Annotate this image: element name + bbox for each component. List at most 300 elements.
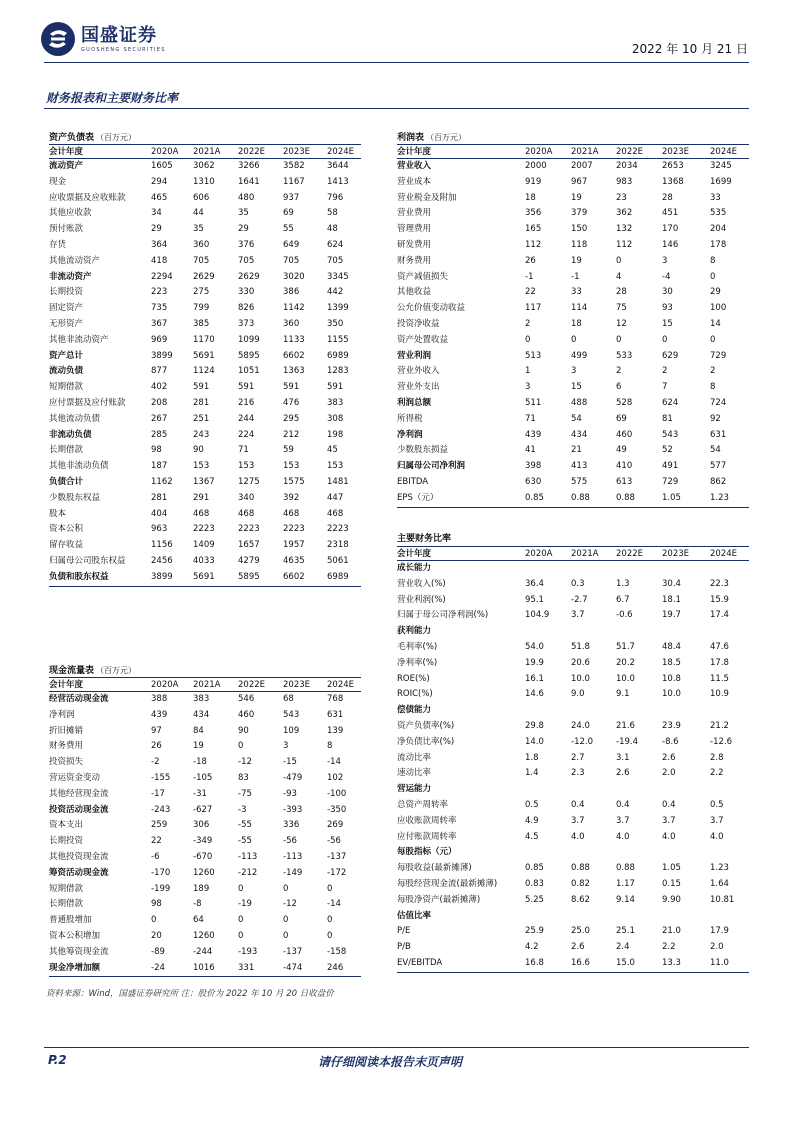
row-label: EBITDA: [397, 476, 429, 487]
table-row: [49, 961, 361, 977]
cell-value: 153: [283, 461, 300, 472]
cell-value: [571, 782, 616, 798]
cell-value: 629: [662, 350, 679, 361]
cell-value: 18.5: [662, 657, 681, 668]
cell-value: 114: [571, 303, 588, 314]
year-header: 2022E: [238, 680, 266, 690]
row-label: 净负债比率(%): [397, 736, 455, 747]
cell-value: 3: [571, 366, 577, 377]
table-row: [397, 159, 749, 175]
cell-value: 1.23: [710, 863, 729, 874]
table-header-row: [397, 546, 749, 561]
cell-value: [571, 703, 616, 719]
table-row: [49, 771, 361, 787]
cell-value: -55: [238, 836, 252, 847]
row-label: ROE(%): [397, 673, 430, 684]
table-row: [397, 191, 749, 207]
row-label: 净利润: [49, 709, 75, 720]
cell-value: 36.4: [525, 578, 544, 589]
table-row: [397, 270, 749, 286]
table-row: [397, 459, 749, 475]
cell-value: [616, 624, 662, 640]
cell-value: 1575: [283, 476, 305, 487]
row-label: 营业收入: [397, 161, 432, 171]
table-row: [49, 364, 361, 380]
cell-value: 19.9: [525, 657, 544, 668]
cell-value: -474: [283, 962, 303, 973]
cell-value: 187: [151, 461, 168, 472]
cell-value: 243: [193, 429, 210, 440]
cell-value: 1051: [238, 366, 260, 377]
table-row: [397, 624, 749, 640]
row-label: 其他非流动资产: [49, 334, 109, 345]
cell-value: 967: [571, 176, 588, 187]
cell-value: -0.6: [616, 610, 633, 621]
table-unit: （百万元）: [96, 133, 137, 142]
row-label: 速动比率: [397, 768, 432, 779]
row-label: 其他应收款: [49, 208, 92, 219]
cell-value: 44: [193, 208, 204, 219]
cell-value: 3: [525, 382, 531, 393]
table-row: [397, 254, 749, 270]
table-row: [49, 882, 361, 898]
row-label: 利润总额: [397, 397, 432, 408]
table-header-row: [49, 144, 361, 159]
cell-value: 26: [151, 741, 162, 752]
row-label: 营业外支出: [397, 382, 440, 393]
cell-value: 198: [327, 429, 344, 440]
cell-value: 1.05: [662, 492, 681, 503]
cell-value: 4.2: [525, 942, 539, 953]
cell-value: 11.0: [710, 957, 729, 968]
cell-value: 5895: [238, 571, 260, 582]
cell-value: -89: [151, 946, 165, 957]
row-label: 现金净增加额: [49, 962, 101, 973]
cell-value: 1142: [283, 303, 305, 314]
row-label: P/E: [397, 926, 411, 937]
cell-value: 71: [525, 413, 536, 424]
cell-value: 25.0: [571, 926, 590, 937]
cell-value: 165: [525, 224, 542, 235]
cell-value: 2.6: [662, 752, 676, 763]
row-label: 少数股东损益: [397, 445, 449, 456]
cell-value: 10.0: [662, 689, 681, 700]
cell-value: 3899: [151, 571, 173, 582]
cell-value: 6: [616, 382, 622, 393]
cell-value: 768: [327, 694, 344, 704]
cell-value: 1.4: [525, 768, 539, 779]
row-label: 每股经营现金流(最新摊薄): [397, 878, 498, 889]
cell-value: 1413: [327, 176, 349, 187]
cell-value: 330: [238, 287, 255, 298]
year-header: 2023E: [283, 680, 311, 690]
cell-value: 379: [571, 208, 588, 219]
cell-value: 281: [193, 397, 210, 408]
row-label: 投资净收益: [397, 318, 440, 329]
cell-value: -75: [238, 788, 252, 799]
cell-value: 2: [662, 366, 668, 377]
table-row: [49, 349, 361, 365]
table-row: [49, 238, 361, 254]
cell-value: [571, 624, 616, 640]
cell-value: 0: [525, 334, 531, 345]
cell-value: [662, 561, 710, 577]
cell-value: 0.3: [571, 578, 585, 589]
table-row: [49, 380, 361, 396]
cell-value: 1162: [151, 476, 173, 487]
year-header: 2022E: [616, 549, 644, 559]
cell-value: [525, 782, 571, 798]
cell-value: 112: [616, 239, 633, 250]
income-statement-table: [397, 131, 749, 508]
cell-value: 364: [151, 239, 168, 250]
cell-value: 1641: [238, 176, 260, 187]
cell-value: -1: [571, 271, 580, 282]
cell-value: 1367: [193, 476, 215, 487]
cell-value: 3345: [327, 271, 349, 282]
cell-value: 47.6: [710, 641, 729, 652]
cell-value: 281: [151, 492, 168, 503]
cell-value: 54.0: [525, 641, 544, 652]
table-row: [49, 333, 361, 349]
cell-value: 0: [238, 741, 244, 752]
cell-value: 1: [525, 366, 531, 377]
table-row: [49, 897, 361, 913]
cell-value: 35: [193, 224, 204, 235]
cell-value: 413: [571, 461, 588, 472]
cell-value: 535: [710, 208, 727, 219]
cell-value: -12: [283, 899, 297, 910]
cell-value: 6989: [327, 350, 349, 361]
cell-value: -56: [283, 836, 297, 847]
cell-value: 267: [151, 413, 168, 424]
table-unit: （百万元）: [426, 133, 467, 142]
report-date: 2022 年 10 月 21 日: [631, 42, 748, 56]
table-row: [49, 834, 361, 850]
cell-value: 624: [662, 397, 679, 408]
cell-value: 3582: [283, 161, 305, 171]
row-label: 每股指标（元）: [397, 847, 457, 858]
cell-value: 451: [662, 208, 679, 219]
cell-value: 4.0: [616, 831, 630, 842]
cell-value: [571, 845, 616, 861]
cell-value: 0.85: [525, 492, 544, 503]
table-row: [397, 830, 749, 846]
cell-value: 5895: [238, 350, 260, 361]
cell-value: -12.0: [571, 736, 593, 747]
cell-value: 3.7: [616, 815, 630, 826]
row-label: 营运能力: [397, 784, 432, 795]
cell-value: 434: [571, 429, 588, 440]
cell-value: 81: [662, 413, 673, 424]
row-label: 财务费用: [49, 741, 84, 752]
cell-value: 4279: [238, 555, 260, 566]
year-header: 2024E: [710, 147, 738, 157]
row-label: 归属母公司股东权益: [49, 555, 126, 566]
cell-value: [571, 909, 616, 925]
header-label: 会计年度: [397, 549, 432, 559]
cell-value: -172: [327, 867, 347, 878]
cell-value: 360: [283, 318, 300, 329]
row-label: 净利润: [397, 429, 423, 440]
cell-value: [710, 782, 749, 798]
row-label: 营运资金变动: [49, 772, 101, 783]
cell-value: 45: [327, 445, 338, 456]
row-label: 存货: [49, 239, 67, 250]
cell-value: 2.8: [710, 752, 724, 763]
row-label: 管理费用: [397, 224, 432, 235]
table-row: [49, 708, 361, 724]
cell-value: 439: [151, 709, 168, 720]
table-row: [49, 803, 361, 819]
cell-value: [525, 845, 571, 861]
cell-value: 1409: [193, 540, 215, 551]
table-unit: （百万元）: [96, 666, 137, 675]
cell-value: 216: [238, 397, 255, 408]
cell-value: -393: [283, 804, 303, 815]
cell-value: 356: [525, 208, 542, 219]
cell-value: 465: [151, 192, 168, 203]
table-row: [397, 412, 749, 428]
cell-value: 2.0: [710, 942, 724, 953]
cell-value: 21.6: [616, 720, 635, 731]
cell-value: 385: [193, 318, 210, 329]
row-label: 应付票据及应付账款: [49, 397, 126, 408]
table-row: [397, 577, 749, 593]
table-row: [49, 570, 361, 586]
cell-value: 3245: [710, 161, 732, 171]
cell-value: 20.6: [571, 657, 590, 668]
table-title-text: 资产负债表: [49, 133, 95, 143]
cell-value: 0: [327, 883, 333, 894]
cell-value: 3.7: [662, 815, 676, 826]
cell-value: 705: [193, 255, 210, 266]
row-label: 资本支出: [49, 820, 84, 831]
cell-value: [662, 703, 710, 719]
year-header: 2024E: [710, 549, 738, 559]
cell-value: 0: [238, 883, 244, 894]
cell-value: -2.7: [571, 594, 588, 605]
table-title: [397, 131, 749, 144]
cell-value: 22.3: [710, 578, 729, 589]
cell-value: 649: [283, 239, 300, 250]
cell-value: 447: [327, 492, 344, 503]
table-bottom-rule: [397, 507, 749, 508]
cell-value: 0.88: [616, 863, 635, 874]
cell-value: [616, 703, 662, 719]
table-row: [49, 191, 361, 207]
cell-value: 18: [571, 318, 582, 329]
cell-value: 14.0: [525, 736, 544, 747]
cell-value: 139: [327, 725, 344, 736]
table-row: [49, 929, 361, 945]
table-row: [49, 850, 361, 866]
header-label: 会计年度: [49, 680, 84, 690]
row-label: EPS（元）: [397, 492, 439, 503]
guosheng-logo-icon: [40, 21, 76, 57]
row-label: 其他非流动负债: [49, 461, 109, 472]
table-row: [49, 554, 361, 570]
cell-value: 146: [662, 239, 679, 250]
cell-value: 1699: [710, 176, 732, 187]
table-header-row: [397, 144, 749, 159]
cell-value: 376: [238, 239, 255, 250]
cell-value: [616, 909, 662, 925]
table-bottom-rule: [49, 586, 361, 587]
row-label: 固定资产: [49, 303, 84, 314]
table-row: [49, 491, 361, 507]
cell-value: 244: [238, 413, 255, 424]
cell-value: [616, 845, 662, 861]
table-row: [397, 301, 749, 317]
table-row: [397, 640, 749, 656]
cell-value: 0.83: [525, 878, 544, 889]
cell-value: -137: [283, 946, 303, 957]
cell-value: 12: [616, 318, 627, 329]
cell-value: 575: [571, 476, 588, 487]
cell-value: 100: [710, 303, 727, 314]
table-title-text: 主要财务比率: [397, 534, 452, 544]
table-title: [49, 664, 361, 677]
cell-value: 1363: [283, 366, 305, 377]
cell-value: 4: [616, 271, 622, 282]
cell-value: 631: [710, 429, 727, 440]
cell-value: 2.0: [662, 768, 676, 779]
table-row: [49, 538, 361, 554]
table-row: [49, 507, 361, 523]
cell-value: 528: [616, 397, 633, 408]
cell-value: 28: [616, 287, 627, 298]
row-label: 资产处置收益: [397, 334, 449, 345]
table-row: [397, 909, 749, 925]
table-row: [397, 561, 749, 577]
table-row: [49, 945, 361, 961]
table-row: [397, 656, 749, 672]
cell-value: 3062: [193, 161, 215, 171]
cell-value: -8.6: [662, 736, 679, 747]
row-label: 其他筹资现金流: [49, 946, 109, 957]
cell-value: 983: [616, 176, 633, 187]
table-row: [397, 798, 749, 814]
row-label: 营业利润: [397, 350, 432, 361]
cell-value: 0.15: [662, 878, 681, 889]
cell-value: 33: [710, 192, 721, 203]
row-label: 其他流动资产: [49, 255, 101, 266]
cell-value: -55: [238, 820, 252, 831]
cell-value: 6989: [327, 571, 349, 582]
row-label: 长期借款: [49, 899, 84, 910]
row-label: 公允价值变动收益: [397, 303, 466, 314]
cell-value: -113: [283, 851, 303, 862]
cell-value: -158: [327, 946, 347, 957]
cell-value: 25.1: [616, 926, 635, 937]
cell-value: 18: [525, 192, 536, 203]
cell-value: 488: [571, 397, 588, 408]
cell-value: 963: [151, 524, 168, 535]
table-row: [49, 175, 361, 191]
cell-value: -12: [238, 757, 252, 768]
table-row: [397, 491, 749, 507]
source-footnote: 资料来源：Wind，国盛证券研究所 注：股价为 2022 年 10 月 20 日收盘价: [46, 989, 334, 999]
cell-value: 460: [238, 709, 255, 720]
cell-value: 0: [238, 915, 244, 926]
company-logo: [40, 20, 166, 58]
footer-divider: [44, 1047, 749, 1048]
cell-value: 19: [571, 255, 582, 266]
cell-value: 591: [193, 382, 210, 393]
row-label: 流动比率: [397, 752, 432, 763]
row-label: 营业成本: [397, 176, 432, 187]
cell-value: 468: [193, 508, 210, 519]
cell-value: 150: [571, 224, 588, 235]
year-header: 2021A: [193, 147, 221, 157]
cell-value: 18.1: [662, 594, 681, 605]
cell-value: 1156: [151, 540, 173, 551]
cell-value: -670: [193, 851, 213, 862]
cell-value: 33: [571, 287, 582, 298]
cell-value: 2223: [327, 524, 349, 535]
cell-value: 16.8: [525, 957, 544, 968]
cell-value: 3.7: [571, 815, 585, 826]
table-row: [397, 222, 749, 238]
cell-value: 84: [193, 725, 204, 736]
cell-value: 826: [238, 303, 255, 314]
cell-value: 48.4: [662, 641, 681, 652]
cell-value: 0: [327, 915, 333, 926]
cell-value: 360: [193, 239, 210, 250]
cell-value: 0: [283, 883, 289, 894]
cell-value: -6: [151, 851, 160, 862]
row-label: 财务费用: [397, 255, 432, 266]
cell-value: 153: [238, 461, 255, 472]
cell-value: [710, 909, 749, 925]
cell-value: 1124: [193, 366, 215, 377]
cell-value: 104.9: [525, 610, 550, 621]
cell-value: 591: [283, 382, 300, 393]
cell-value: [662, 909, 710, 925]
cell-value: 2.7: [571, 752, 585, 763]
balance-sheet-table: [49, 131, 361, 587]
row-label: 少数股东权益: [49, 492, 101, 503]
cell-value: 0: [327, 930, 333, 941]
cell-value: 5691: [193, 350, 215, 361]
cell-value: 69: [283, 208, 294, 219]
cell-value: 480: [238, 192, 255, 203]
cell-value: 705: [238, 255, 255, 266]
cell-value: 434: [193, 709, 210, 720]
cell-value: 2318: [327, 540, 349, 551]
cell-value: 20: [151, 930, 162, 941]
cell-value: 1.3: [616, 578, 630, 589]
year-header: 2020A: [151, 147, 179, 157]
cell-value: 630: [525, 476, 542, 487]
cell-value: 969: [151, 334, 168, 345]
row-label: 营业利润(%): [397, 594, 446, 605]
cell-value: 69: [616, 413, 627, 424]
cell-value: 92: [710, 413, 721, 424]
table-row: [397, 317, 749, 333]
cell-value: 460: [616, 429, 633, 440]
cell-value: 511: [525, 397, 542, 408]
row-label: 投资损失: [49, 757, 84, 768]
cell-value: 543: [662, 429, 679, 440]
table-row: [397, 924, 749, 940]
disclaimer-note: 请仔细阅读本报告末页声明: [318, 1055, 463, 1069]
cell-value: 4033: [193, 555, 215, 566]
cell-value: -137: [327, 851, 347, 862]
cell-value: 0.88: [571, 492, 590, 503]
cell-value: 729: [662, 476, 679, 487]
